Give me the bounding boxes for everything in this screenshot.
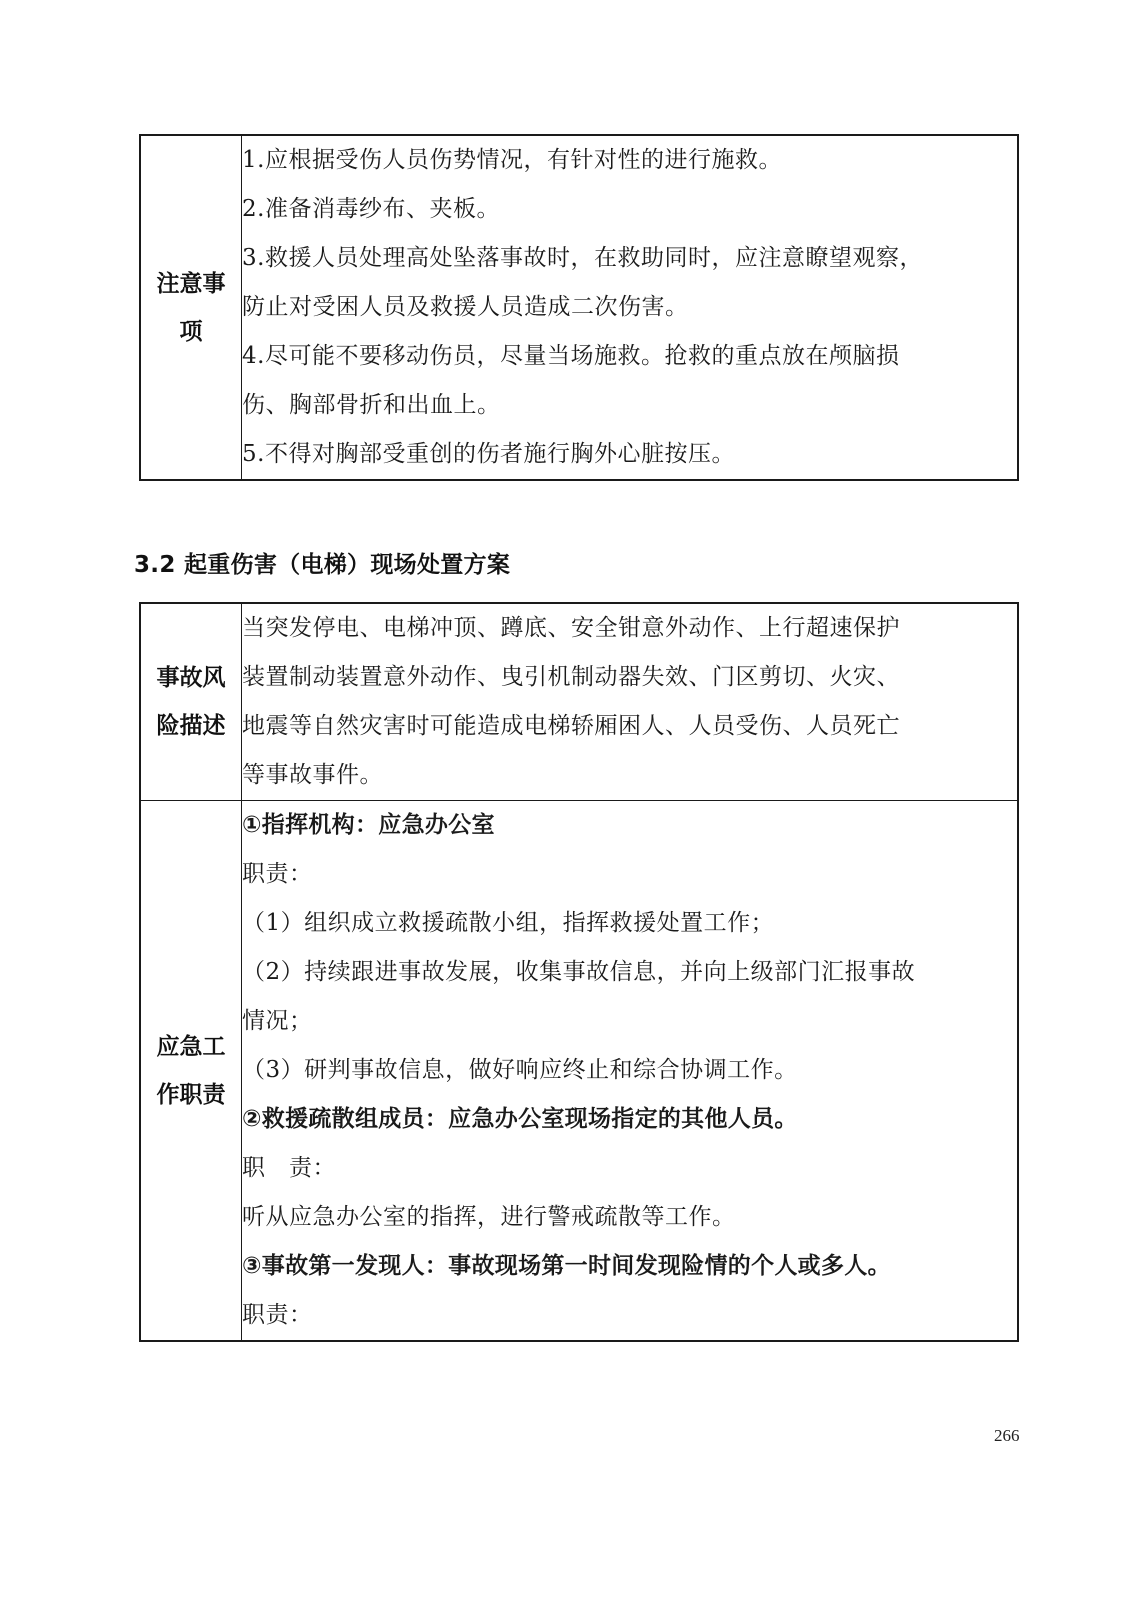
text-line: 装置制动装置意外动作、曳引机制动器失效、门区剪切、火灾、 [242,664,900,690]
page-number: 266 [994,1426,1020,1445]
precautions-content-cell [242,135,1019,480]
text-line: 1.应根据受伤人员伤势情况，有针对性的进行施救。 [242,147,782,173]
text-line: 防止对受困人员及救援人员造成二次伤害。 [242,294,689,320]
label-line: 应急工 [156,1033,226,1060]
text-line: 职责： [242,861,313,887]
risk-description-row [140,603,1018,801]
section-heading: 3.2 起重伤害（电梯）现场处置方案 [134,552,511,578]
label-line: 作职责 [156,1081,226,1108]
text-line: 当突发停电、电梯冲顶、蹲底、安全钳意外动作、上行超速保护 [242,615,900,641]
text-line: 职责： [242,1302,313,1328]
text-line: 5.不得对胸部受重创的伤者施行胸外心脏按压。 [242,441,735,467]
duties-row [140,801,1018,1342]
text-line: 听从应急办公室的指挥，进行警戒疏散等工作。 [242,1204,736,1230]
text-line: 4.尽可能不要移动伤员，尽量当场施救。抢救的重点放在颅脑损 [242,343,900,369]
elevator-plan-table [139,602,1019,1342]
label-line: 项 [179,318,203,345]
text-line: （2）持续跟进事故发展，收集事故信息，并向上级部门汇报事故 [242,959,916,985]
text-line: （3）研判事故信息，做好响应终止和综合协调工作。 [242,1057,798,1083]
precautions-table [139,134,1019,481]
text-line: 地震等自然灾害时可能造成电梯轿厢困人、人员受伤、人员死亡 [242,713,900,739]
label-line: 注意事 [156,270,226,297]
rescue-group-heading: ②救援疏散组成员：应急办公室现场指定的其他人员。 [242,1106,798,1132]
risk-content-cell [242,603,1019,801]
label-line: 险描述 [156,713,226,739]
text-line: 3.救援人员处理高处坠落事故时，在救助同时，应注意瞭望观察， [242,245,923,271]
label-line: 事故风 [156,665,226,691]
duties-content-cell [242,801,1019,1342]
risk-label-cell [140,603,242,801]
precautions-label-cell [140,135,242,480]
text-line: 等事故事件。 [242,762,383,788]
precautions-row [140,135,1018,480]
text-line: 2.准备消毒纱布、夹板。 [242,196,500,222]
text-line: 职 责： [242,1155,336,1181]
text-line: 伤、胸部骨折和出血上。 [242,392,501,418]
command-heading: ①指挥机构：应急办公室 [242,812,495,838]
first-discoverer-heading: ③事故第一发现人：事故现场第一时间发现险情的个人或多人。 [242,1253,891,1279]
duties-label-cell [140,801,242,1342]
text-line: 情况； [242,1008,313,1034]
text-line: （1）组织成立救援疏散小组，指挥救援处置工作； [242,910,775,936]
